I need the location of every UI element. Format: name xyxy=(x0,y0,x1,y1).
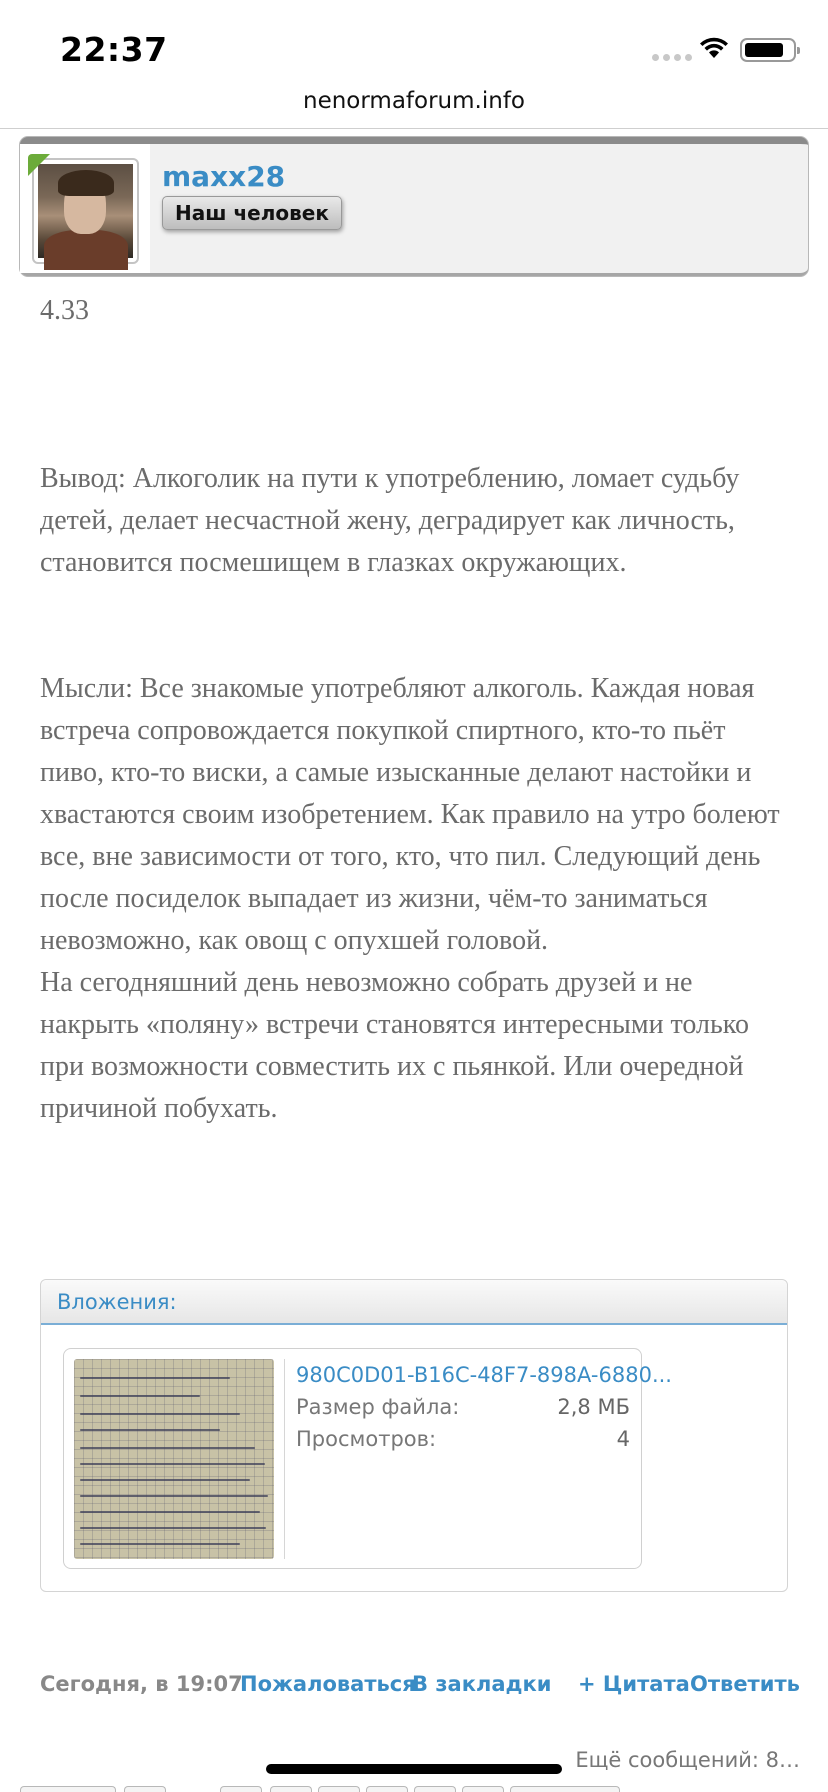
reply-link[interactable]: Ответить xyxy=(690,1672,800,1696)
address-bar[interactable]: nenormaforum.info xyxy=(303,88,525,114)
pager-button[interactable] xyxy=(510,1786,620,1792)
report-link[interactable]: Пожаловаться xyxy=(240,1672,416,1696)
pager-button[interactable] xyxy=(366,1786,408,1792)
post-paragraph: 4.33 xyxy=(40,295,89,326)
username-link[interactable]: maxx28 xyxy=(162,160,286,193)
user-rank-badge: Наш человек xyxy=(162,196,342,230)
post-body xyxy=(40,290,790,1130)
divider xyxy=(284,1359,285,1559)
attachments-box xyxy=(40,1279,788,1592)
pager-button[interactable] xyxy=(414,1786,456,1792)
battery-icon xyxy=(740,38,796,62)
status-time: 22:37 xyxy=(60,30,168,69)
bookmark-link[interactable]: В закладки xyxy=(412,1672,552,1696)
cellular-signal-icon xyxy=(652,54,692,61)
quote-link[interactable]: + Цитата xyxy=(578,1672,690,1696)
status-bar xyxy=(0,0,828,88)
attachment-item[interactable] xyxy=(63,1348,672,1569)
views-row xyxy=(296,1427,630,1451)
home-indicator[interactable] xyxy=(266,1764,562,1774)
wifi-icon xyxy=(698,36,730,65)
file-size-value: 2,8 МБ xyxy=(557,1395,630,1419)
attachment-file-name[interactable]: 980C0D01-B16C-48F7-898A-6880... xyxy=(296,1363,672,1387)
views-value: 4 xyxy=(616,1427,630,1451)
pager-button[interactable] xyxy=(318,1786,360,1792)
attachment-thumbnail[interactable] xyxy=(74,1359,274,1559)
file-size-label: Размер файла: xyxy=(296,1395,460,1419)
pager-button[interactable] xyxy=(220,1786,262,1792)
pager-button[interactable] xyxy=(20,1786,116,1792)
online-status-icon xyxy=(28,154,50,176)
post-actions xyxy=(40,1672,800,1704)
post-paragraph: Мысли: Все знакомые употребляют алкоголь. Каждая новая встреча сопровождается покупкой спиртного, кто-то пьёт пиво, кто-то виски, а самые изысканные делают настойки и хвастаются своим изобретением. Как правило на утро болеют все, вне зависимости от того, кто, что пил. Следующий день после посиделок выпадает из жизни, чём-то заниматься невозможно, как овощ с опухшей головой. xyxy=(40,673,780,956)
pager-button[interactable] xyxy=(124,1786,166,1792)
post-paragraph: На сегодняшний день невозможно собрать друзей и не накрыть «поляну» встречи становятся интересными только при возможности совместить их с пьянкой. Или очередной причиной побухать. xyxy=(40,967,749,1124)
more-messages-link[interactable]: Ещё сообщений: 8… xyxy=(575,1748,800,1772)
avatar-cell xyxy=(20,144,150,273)
post-paragraph: Вывод: Алкоголик на пути к употреблению, ломает судьбу детей, делает несчастной жену, деградирует как личность, становится посмешищем в глазках окружающих. xyxy=(40,463,740,578)
pager-button[interactable] xyxy=(462,1786,504,1792)
attachments-header: Вложения: xyxy=(41,1280,787,1325)
post-author-block xyxy=(20,137,808,276)
divider xyxy=(0,128,828,129)
views-label: Просмотров: xyxy=(296,1427,437,1451)
file-size-row xyxy=(296,1395,630,1419)
pager-button[interactable] xyxy=(270,1786,312,1792)
avatar-image xyxy=(38,164,133,258)
post-date: Сегодня, в 19:07 xyxy=(40,1672,243,1696)
